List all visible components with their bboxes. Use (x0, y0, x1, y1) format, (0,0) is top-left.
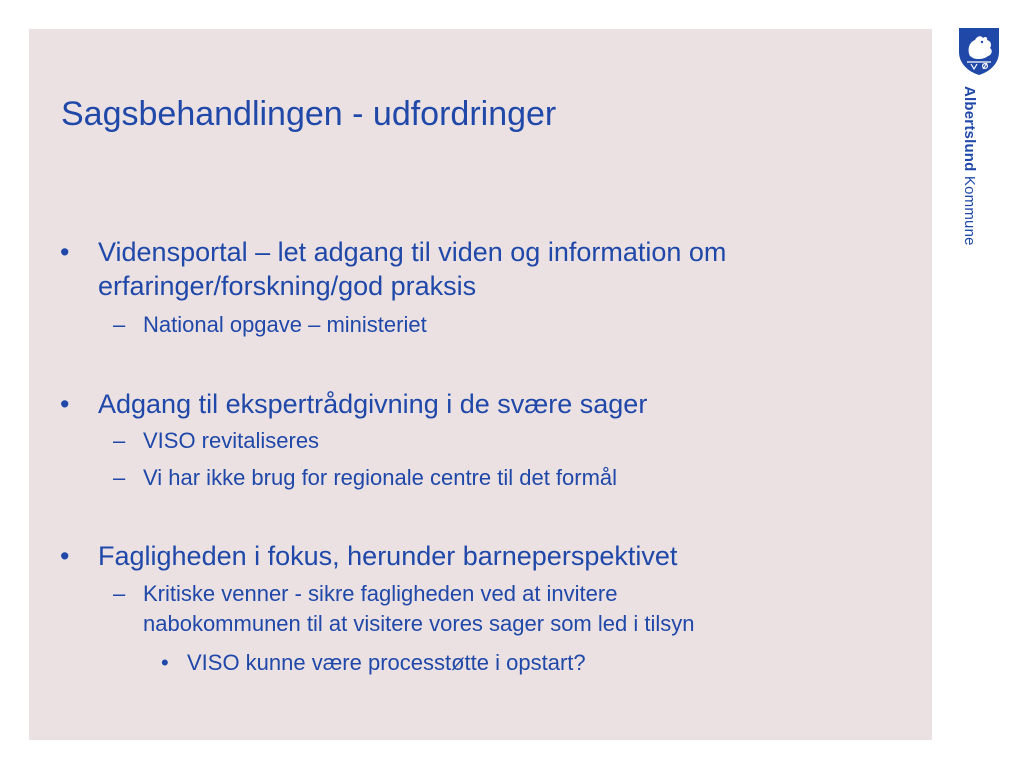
dash-marker: – (113, 312, 126, 337)
brand-name-light: Kommune (961, 171, 978, 246)
slide-title: Sagsbehandlingen - udfordringer (61, 95, 557, 133)
bullet-marker: • (60, 237, 70, 267)
bullet-1-line2: erfaringer/forskning/god praksis (98, 271, 477, 301)
brand-name-bold: Albertslund (961, 86, 978, 172)
bullet-3-subsub-1: VISO kunne være processtøtte i opstart? (187, 650, 586, 675)
bullet-marker: • (60, 541, 70, 571)
bullet-2-sub-1: VISO revitaliseres (143, 428, 320, 453)
dash-marker: – (113, 465, 126, 490)
rooster-shield-icon (957, 26, 1001, 76)
dash-marker: – (113, 581, 126, 606)
bullet-2-line1: Adgang til ekspertrådgivning i de svære sager (98, 389, 648, 419)
bullet-2-sub-2: Vi har ikke brug for regionale centre til det formål (143, 465, 618, 490)
bullet-3-sub-line1: Kritiske venner - sikre fagligheden ved at invitere (143, 581, 618, 606)
bullet-1-line1: Vidensportal – let adgang til viden og information om (98, 237, 727, 267)
bullet-3-line1: Fagligheden i fokus, herunder barneperspektivet (98, 541, 678, 571)
dash-marker: – (113, 428, 126, 453)
bullet-marker-small: • (161, 650, 169, 675)
bullet-1-sub-1: National opgave – ministeriet (143, 312, 427, 337)
bullet-3-sub-line2: nabokommunen til at visitere vores sager som led i tilsyn (143, 611, 695, 636)
bullet-marker: • (60, 389, 70, 419)
brand-wordmark (961, 86, 978, 246)
